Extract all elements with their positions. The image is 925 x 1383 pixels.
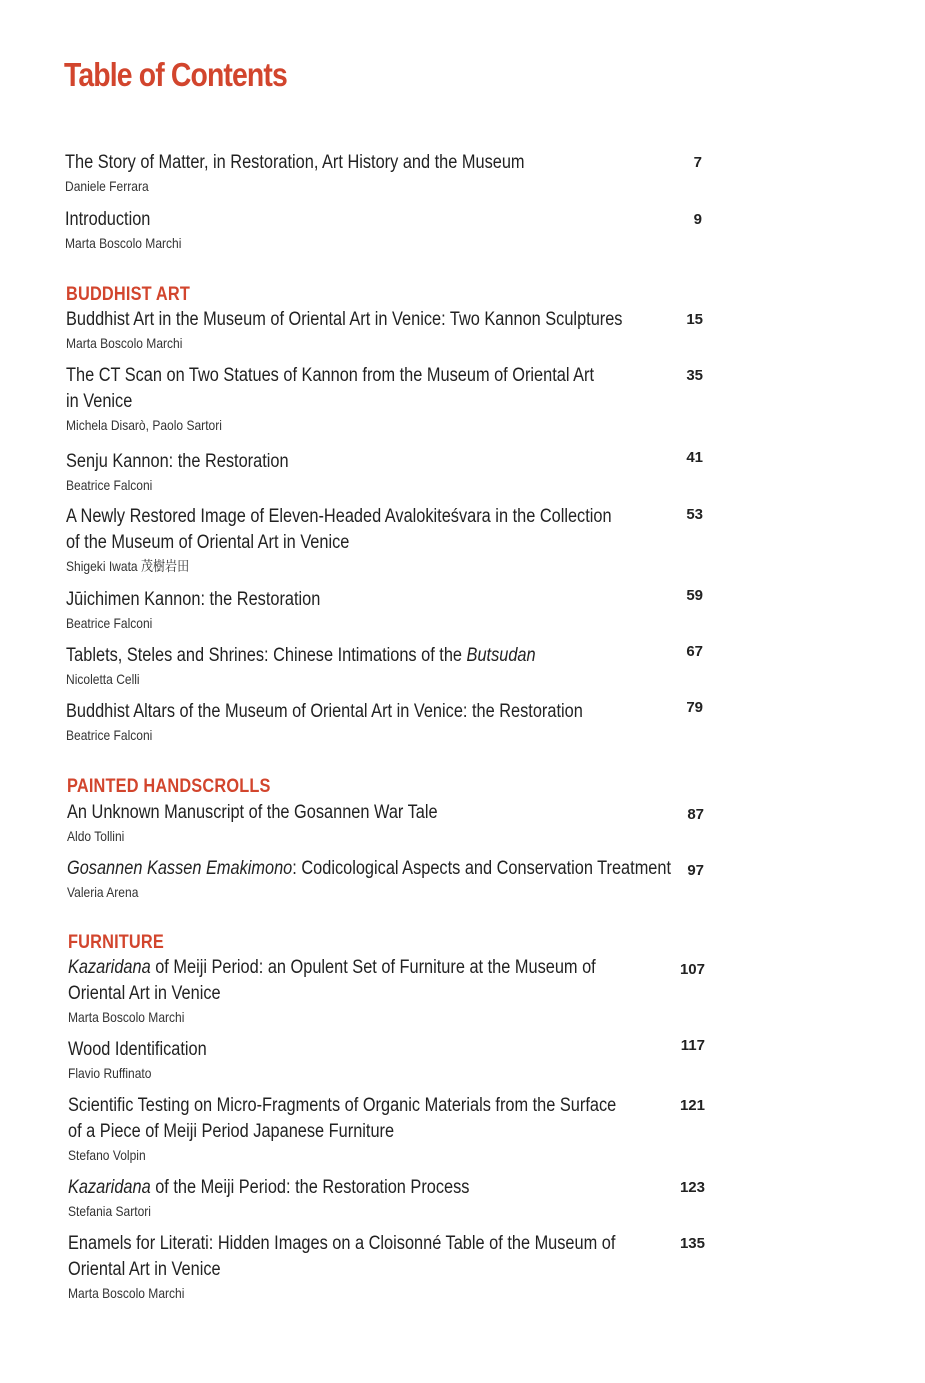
toc-entry[interactable] bbox=[68, 1093, 718, 1164]
toc-entry[interactable] bbox=[66, 307, 716, 352]
toc-entry[interactable] bbox=[68, 1037, 718, 1082]
section-heading-buddhist-art: BUDDHIST ART bbox=[66, 284, 191, 305]
toc-entry[interactable] bbox=[65, 207, 715, 252]
entry-page-number: 35 bbox=[686, 367, 703, 384]
entry-page-number: 123 bbox=[679, 1179, 705, 1196]
entry-page-number: 79 bbox=[686, 699, 703, 716]
page-title: Table of Contents bbox=[64, 56, 287, 93]
entry-page-number: 135 bbox=[679, 1235, 705, 1252]
entry-author: Stefano Volpin bbox=[68, 1147, 146, 1163]
toc-entry[interactable] bbox=[66, 699, 716, 744]
entry-author: Marta Boscolo Marchi bbox=[68, 1009, 185, 1025]
toc-entry[interactable] bbox=[68, 1175, 718, 1220]
toc-entry[interactable] bbox=[68, 955, 718, 1026]
entry-author: Beatrice Falconi bbox=[66, 615, 153, 631]
entry-page-number: 7 bbox=[693, 154, 702, 171]
entry-author: Daniele Ferrara bbox=[65, 178, 149, 194]
section-heading-painted-handscrolls: PAINTED HANDSCROLLS bbox=[67, 776, 271, 797]
entry-author: Stefania Sartori bbox=[68, 1203, 151, 1219]
entry-author: Marta Boscolo Marchi bbox=[66, 335, 183, 351]
toc-entry[interactable] bbox=[68, 1231, 718, 1302]
entry-title: The Story of Matter, in Restoration, Art History and the Museum bbox=[65, 152, 525, 173]
entry-author: Michela Disarò, Paolo Sartori bbox=[66, 417, 222, 433]
entry-title: Jūichimen Kannon: the Restoration bbox=[66, 589, 321, 610]
toc-entry[interactable] bbox=[67, 856, 717, 901]
entry-title: Buddhist Art in the Museum of Oriental Art in Venice: Two Kannon Sculptures bbox=[66, 309, 623, 330]
entry-page-number: 117 bbox=[680, 1037, 705, 1054]
entry-title: Scientific Testing on Micro-Fragments of Organic Materials from the Surface of a Piece of Meiji Period Japanese Furniture bbox=[68, 1095, 617, 1142]
entry-title: Buddhist Altars of the Museum of Oriental Art in Venice: the Restoration bbox=[66, 701, 583, 722]
entry-page-number: 15 bbox=[686, 311, 703, 328]
entry-author: Marta Boscolo Marchi bbox=[65, 235, 182, 251]
entry-title: Kazaridana of the Meiji Period: the Restoration Process bbox=[68, 1177, 470, 1198]
entry-title: The CT Scan on Two Statues of Kannon from the Museum of Oriental Art in Venice bbox=[66, 365, 594, 412]
entry-author: Nicoletta Celli bbox=[66, 671, 140, 687]
toc-entry[interactable] bbox=[66, 587, 716, 632]
entry-author: Flavio Ruffinato bbox=[68, 1065, 152, 1081]
entry-title: Gosannen Kassen Emakimono: Codicological Aspects and Conservation Treatment bbox=[67, 858, 672, 879]
entry-title: Enamels for Literati: Hidden Images on a Cloisonné Table of the Museum of Oriental Art in Venice bbox=[68, 1233, 616, 1280]
entry-author: Beatrice Falconi bbox=[66, 477, 153, 493]
entry-page-number: 9 bbox=[693, 211, 702, 228]
entry-author: Shigeki Iwata 茂樹岩田 bbox=[66, 558, 190, 574]
entry-title: Wood Identification bbox=[68, 1039, 207, 1060]
toc-entry[interactable] bbox=[67, 800, 717, 845]
entry-page-number: 87 bbox=[687, 806, 704, 823]
entry-title: Tablets, Steles and Shrines: Chinese Intimations of the Butsudan bbox=[66, 645, 536, 666]
entry-page-number: 107 bbox=[679, 961, 705, 978]
entry-author: Beatrice Falconi bbox=[66, 727, 153, 743]
toc-entry[interactable] bbox=[65, 150, 715, 195]
section-heading-furniture: FURNITURE bbox=[68, 932, 164, 953]
entry-title: An Unknown Manuscript of the Gosannen War Tale bbox=[67, 802, 438, 823]
entry-title: Introduction bbox=[65, 209, 151, 230]
entry-author: Valeria Arena bbox=[67, 884, 139, 900]
toc-entry[interactable] bbox=[66, 504, 716, 575]
entry-page-number: 121 bbox=[679, 1097, 705, 1114]
entry-page-number: 41 bbox=[686, 449, 703, 466]
toc-entry[interactable] bbox=[66, 643, 716, 688]
entry-page-number: 59 bbox=[686, 587, 703, 604]
entry-title: Kazaridana of Meiji Period: an Opulent Set of Furniture at the Museum of Oriental Art in Venice bbox=[68, 957, 596, 1004]
entry-author: Marta Boscolo Marchi bbox=[68, 1285, 185, 1301]
entry-page-number: 53 bbox=[686, 506, 703, 523]
entry-page-number: 67 bbox=[686, 643, 703, 660]
toc-entry[interactable] bbox=[66, 449, 716, 494]
entry-page-number: 97 bbox=[687, 862, 704, 879]
entry-title: A Newly Restored Image of Eleven-Headed Avalokiteśvara in the Collection of the Museum of Oriental Art in Venice bbox=[66, 506, 612, 553]
entry-author: Aldo Tollini bbox=[67, 828, 125, 844]
entry-title: Senju Kannon: the Restoration bbox=[66, 451, 289, 472]
toc-entry[interactable] bbox=[66, 363, 716, 434]
